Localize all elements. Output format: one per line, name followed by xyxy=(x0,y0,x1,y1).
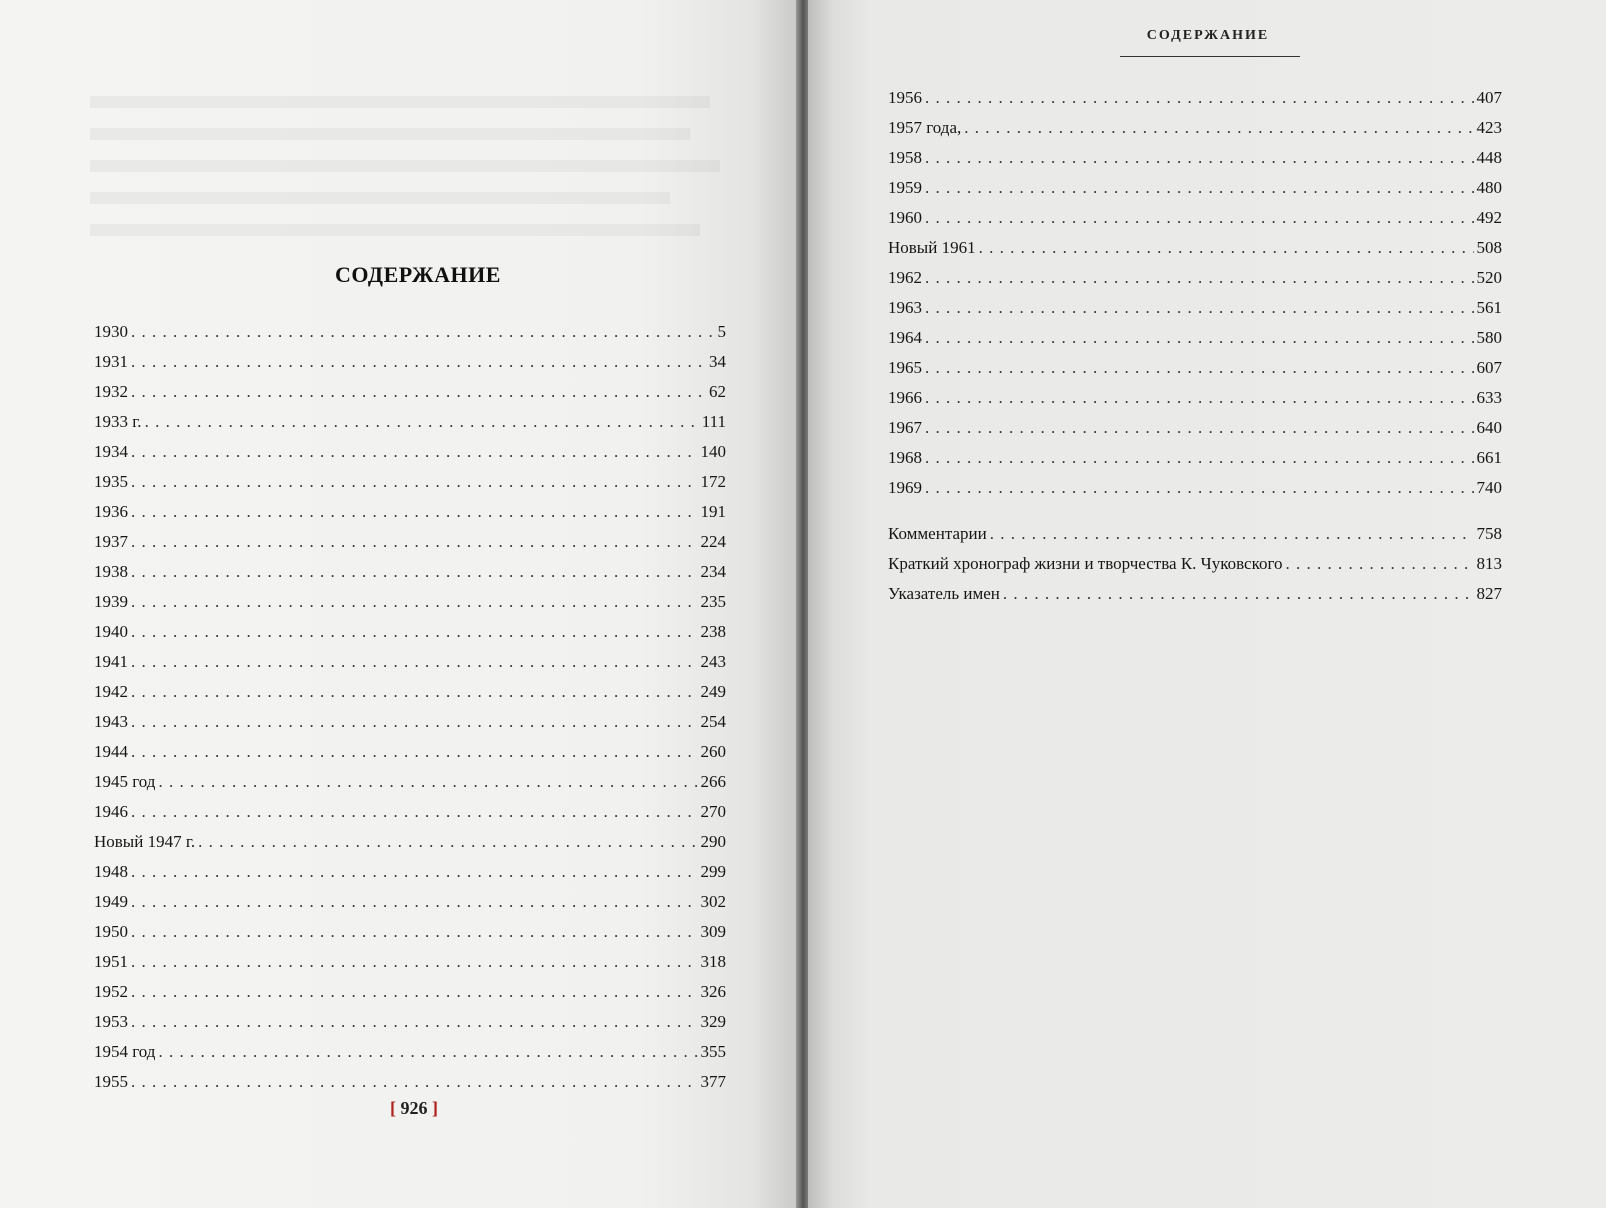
toc-entry-page: 580 xyxy=(1476,328,1502,347)
toc-entry-label: Новый 1947 г. xyxy=(94,832,196,851)
toc-entry-label: 1942 xyxy=(94,682,128,701)
toc-leader-dots xyxy=(925,178,1474,198)
toc-entry xyxy=(94,532,726,562)
running-head: СОДЕРЖАНИЕ xyxy=(1146,28,1270,43)
toc-leader-dots xyxy=(158,1042,697,1062)
toc-entry xyxy=(888,478,1502,508)
toc-list-left xyxy=(94,322,726,1102)
toc-entry xyxy=(888,418,1502,448)
toc-leader-dots xyxy=(158,772,697,792)
toc-entry-label: 1933 г. xyxy=(94,412,142,431)
toc-entry-label: 1954 год xyxy=(94,1042,156,1061)
toc-entry-label: 1963 xyxy=(888,298,922,317)
toc-leader-dots xyxy=(131,382,706,402)
toc-entry xyxy=(888,388,1502,418)
toc-leader-dots xyxy=(964,118,1473,138)
toc-entry xyxy=(94,862,726,892)
toc-entry xyxy=(94,352,726,382)
toc-entry-page: 234 xyxy=(700,562,726,581)
toc-leader-dots xyxy=(925,298,1474,318)
toc-entry-label: 1969 xyxy=(888,478,922,497)
toc-leader-dots xyxy=(131,802,698,822)
toc-leader-dots xyxy=(131,322,715,342)
toc-entry-page: 34 xyxy=(709,352,726,371)
toc-entry xyxy=(94,322,726,352)
toc-entry-page: 492 xyxy=(1476,208,1502,227)
toc-entry-page: 5 xyxy=(717,322,726,341)
toc-leader-dots xyxy=(925,448,1474,468)
toc-entry-page: 377 xyxy=(700,1072,726,1091)
toc-entry xyxy=(888,118,1502,148)
toc-entry-label: 1935 xyxy=(94,472,128,491)
toc-entry-page: 243 xyxy=(700,652,726,671)
right-page xyxy=(808,0,1606,1208)
toc-entry-page: 640 xyxy=(1476,418,1502,437)
folio-bracket-close: ] xyxy=(432,1098,438,1118)
toc-entry xyxy=(94,1012,726,1042)
toc-leader-dots xyxy=(925,148,1474,168)
toc-leader-dots xyxy=(131,622,698,642)
toc-entry xyxy=(94,442,726,472)
toc-entry-label: 1966 xyxy=(888,388,922,407)
toc-leader-dots xyxy=(925,328,1474,348)
toc-entry-page: 827 xyxy=(1476,584,1502,603)
toc-leader-dots xyxy=(131,442,698,462)
toc-leader-dots xyxy=(1003,584,1474,604)
toc-entry-label: Краткий хронограф жизни и творчества К. Чуковского xyxy=(888,554,1283,573)
toc-entry-page: 260 xyxy=(700,742,726,761)
toc-entry xyxy=(888,448,1502,478)
toc-entry xyxy=(94,682,726,712)
toc-entry xyxy=(94,1042,726,1072)
toc-entry xyxy=(94,742,726,772)
toc-entry-page: 62 xyxy=(709,382,726,401)
toc-entry xyxy=(888,238,1502,268)
toc-entry-label: 1958 xyxy=(888,148,922,167)
toc-entry xyxy=(888,358,1502,388)
toc-entry-page: 355 xyxy=(700,1042,726,1061)
toc-entry-label: 1968 xyxy=(888,448,922,467)
toc-leader-dots xyxy=(131,472,698,492)
toc-entry-label: 1941 xyxy=(94,652,128,671)
toc-entry-page: 290 xyxy=(700,832,726,851)
toc-entry-label: 1964 xyxy=(888,328,922,347)
toc-entry xyxy=(94,562,726,592)
toc-entry-page: 813 xyxy=(1476,554,1502,573)
toc-entry-label: 1949 xyxy=(94,892,128,911)
toc-entry-label: 1934 xyxy=(94,442,128,461)
toc-leader-dots xyxy=(145,412,699,432)
toc-entry xyxy=(94,502,726,532)
toc-entry xyxy=(888,524,1502,554)
toc-entry xyxy=(94,802,726,832)
toc-entry-page: 326 xyxy=(700,982,726,1001)
toc-entry-page: 266 xyxy=(700,772,726,791)
toc-leader-dots xyxy=(131,922,698,942)
toc-entry-label: 1940 xyxy=(94,622,128,641)
toc-leader-dots xyxy=(925,268,1474,288)
toc-entry-page: 309 xyxy=(700,922,726,941)
toc-entry-label: 1956 xyxy=(888,88,922,107)
toc-entry-page: 607 xyxy=(1476,358,1502,377)
toc-entry-label: 1959 xyxy=(888,178,922,197)
toc-entry xyxy=(94,622,726,652)
toc-entry-label: 1936 xyxy=(94,502,128,521)
toc-entry-label: 1938 xyxy=(94,562,128,581)
toc-leader-dots xyxy=(925,88,1474,108)
toc-entry xyxy=(94,712,726,742)
toc-entry-label: 1944 xyxy=(94,742,128,761)
toc-leader-dots xyxy=(131,682,698,702)
toc-entry-label: Указатель имен xyxy=(888,584,1000,603)
toc-entry-label: 1945 год xyxy=(94,772,156,791)
toc-entry-page: 448 xyxy=(1476,148,1502,167)
toc-leader-dots xyxy=(131,1012,698,1032)
toc-entry-page: 302 xyxy=(700,892,726,911)
toc-entry-label: 1950 xyxy=(94,922,128,941)
toc-leader-dots xyxy=(925,358,1474,378)
toc-leader-dots xyxy=(131,742,698,762)
toc-entry-label: 1953 xyxy=(94,1012,128,1031)
toc-entry-label: 1930 xyxy=(94,322,128,341)
toc-leader-dots xyxy=(131,652,698,672)
toc-entry-page: 238 xyxy=(700,622,726,641)
page-title: СОДЕРЖАНИЕ xyxy=(335,262,501,287)
toc-leader-dots xyxy=(198,832,697,852)
toc-entry xyxy=(888,268,1502,298)
page-number xyxy=(354,1098,474,1119)
toc-entry-label: 1937 xyxy=(94,532,128,551)
toc-entry-page: 480 xyxy=(1476,178,1502,197)
toc-entry-label: 1948 xyxy=(94,862,128,881)
toc-leader-dots xyxy=(131,1072,698,1092)
toc-entry-label: 1952 xyxy=(94,982,128,1001)
toc-entry-page: 191 xyxy=(700,502,726,521)
toc-leader-dots xyxy=(131,592,698,612)
toc-entry xyxy=(888,148,1502,178)
toc-entry-page: 508 xyxy=(1476,238,1502,257)
toc-leader-dots xyxy=(131,562,698,582)
toc-entry-page: 235 xyxy=(700,592,726,611)
toc-entry xyxy=(94,382,726,412)
toc-entry-page: 140 xyxy=(700,442,726,461)
toc-leader-dots xyxy=(990,524,1474,544)
toc-entry-page: 329 xyxy=(700,1012,726,1031)
toc-leader-dots xyxy=(131,352,706,372)
toc-entry-label: 1943 xyxy=(94,712,128,731)
toc-leader-dots xyxy=(925,388,1474,408)
toc-entry-page: 318 xyxy=(700,952,726,971)
toc-entry xyxy=(888,178,1502,208)
toc-leader-dots xyxy=(131,892,698,912)
toc-leader-dots xyxy=(131,502,698,522)
toc-entry xyxy=(888,88,1502,118)
toc-entry-page: 299 xyxy=(700,862,726,881)
toc-entry xyxy=(888,298,1502,328)
toc-entry-label: 1939 xyxy=(94,592,128,611)
toc-entry-label: 1946 xyxy=(94,802,128,821)
toc-entry xyxy=(888,554,1502,584)
toc-entry-label: 1957 года, xyxy=(888,118,962,137)
toc-entry-label: 1931 xyxy=(94,352,128,371)
toc-entry xyxy=(94,832,726,862)
toc-entry xyxy=(94,652,726,682)
toc-entry-page: 740 xyxy=(1476,478,1502,497)
toc-entry-page: 423 xyxy=(1476,118,1502,137)
toc-entry-label: Комментарии xyxy=(888,524,987,543)
toc-entry-label: 1955 xyxy=(94,1072,128,1091)
toc-leader-dots xyxy=(979,238,1474,258)
toc-entry-page: 254 xyxy=(700,712,726,731)
toc-leader-dots xyxy=(131,712,698,732)
toc-entry-label: 1960 xyxy=(888,208,922,227)
toc-leader-dots xyxy=(925,208,1474,228)
toc-entry-page: 111 xyxy=(701,412,726,431)
toc-leader-dots xyxy=(131,862,698,882)
toc-entry-label: 1965 xyxy=(888,358,922,377)
toc-entry xyxy=(888,584,1502,614)
folio-number: 926 xyxy=(400,1098,428,1118)
toc-entry xyxy=(94,892,726,922)
toc-entry-page: 561 xyxy=(1476,298,1502,317)
left-page xyxy=(0,0,800,1208)
toc-entry xyxy=(94,922,726,952)
toc-entry-page: 224 xyxy=(700,532,726,551)
toc-entry-label: 1932 xyxy=(94,382,128,401)
toc-entry-label: 1951 xyxy=(94,952,128,971)
running-head-rule xyxy=(1120,56,1300,57)
toc-entry xyxy=(94,982,726,1012)
toc-entry-page: 520 xyxy=(1476,268,1502,287)
toc-leader-dots xyxy=(1286,554,1474,574)
toc-entry-label: 1962 xyxy=(888,268,922,287)
toc-entry-page: 758 xyxy=(1476,524,1502,543)
toc-entry-page: 172 xyxy=(700,472,726,491)
toc-entry-label: Новый 1961 xyxy=(888,238,976,257)
toc-entry-page: 633 xyxy=(1476,388,1502,407)
toc-entry-page: 407 xyxy=(1476,88,1502,107)
toc-entry xyxy=(94,592,726,622)
toc-leader-dots xyxy=(925,418,1474,438)
folio-bracket-open: [ xyxy=(390,1098,396,1118)
toc-leader-dots xyxy=(131,952,698,972)
toc-entry-page: 661 xyxy=(1476,448,1502,467)
toc-entry xyxy=(94,412,726,442)
toc-entry-page: 249 xyxy=(700,682,726,701)
toc-leader-dots xyxy=(925,478,1474,498)
toc-entry xyxy=(888,208,1502,238)
toc-entry-label: 1967 xyxy=(888,418,922,437)
toc-entry xyxy=(94,772,726,802)
toc-entry xyxy=(94,952,726,982)
toc-leader-dots xyxy=(131,532,698,552)
toc-leader-dots xyxy=(131,982,698,1002)
toc-entry-page: 270 xyxy=(700,802,726,821)
toc-list-right xyxy=(888,88,1502,614)
toc-entry xyxy=(94,472,726,502)
toc-entry xyxy=(888,328,1502,358)
